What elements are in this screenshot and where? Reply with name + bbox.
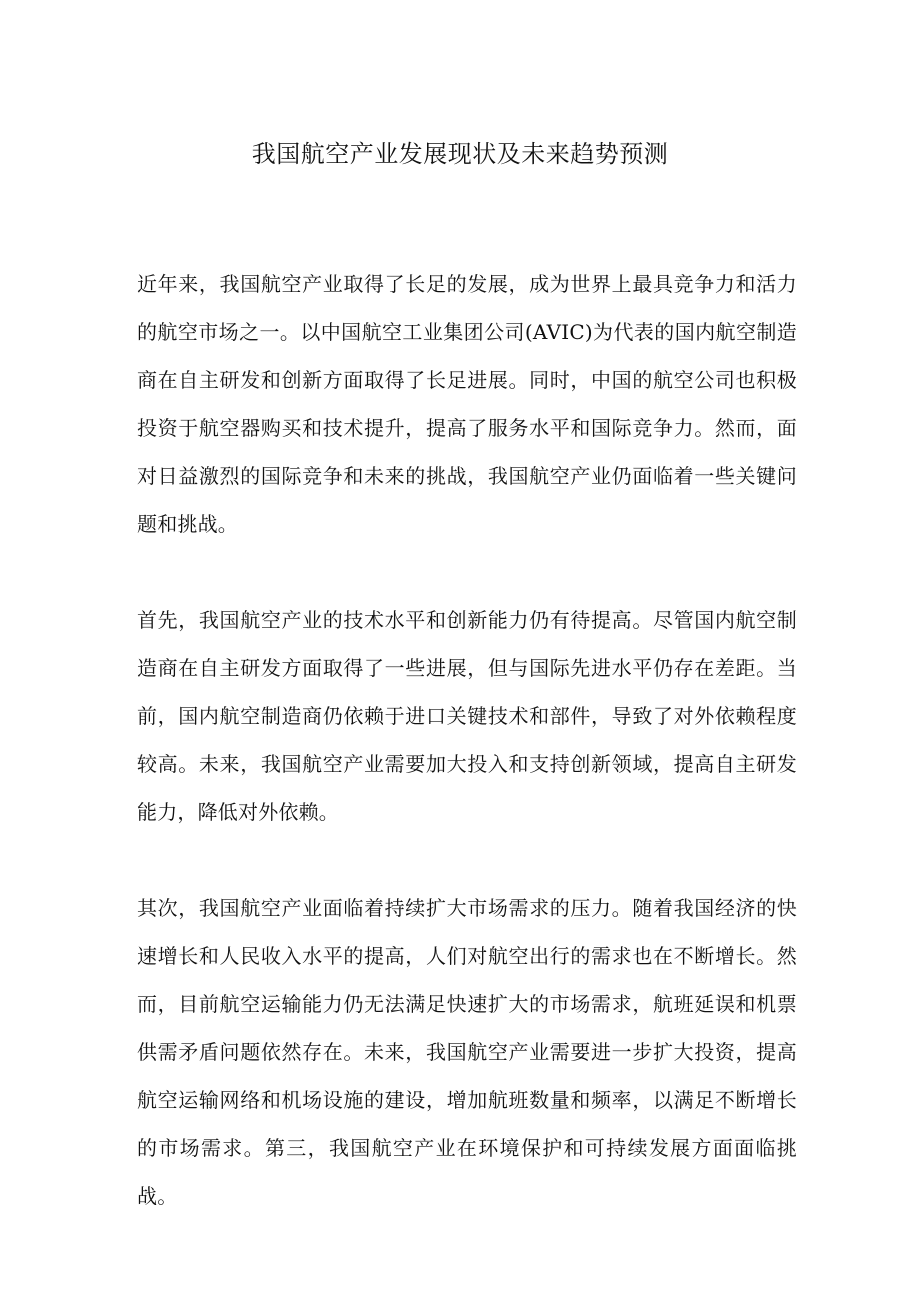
paragraph-intro: 近年来，我国航空产业取得了长足的发展，成为世界上最具竞争力和活力的航空市场之一。以中国航空工业集团公司(AVIC)为代表的国内航空制造商在自主研发和创新方面取得了长足进展。同时，中国的航空公司也积极投资于航空器购买和技术提升，提高了服务水平和国际竞争力。然而，面对日益激烈的国际竞争和未来的挑战，我国航空产业仍面临着一些关键问题和挑战。 xyxy=(137,272,797,536)
paragraph-second-issue: 其次，我国航空产业面临着持续扩大市场需求的压力。随着我国经济的快速增长和人民收入水平的提高，人们对航空出行的需求也在不断增长。然而，目前航空运输能力仍无法满足快速扩大的市场需求，航班延误和机票供需矛盾问题依然存在。未来，我国航空产业需要进一步扩大投资，提高航空运输网络和机场设施的建设，增加航班数量和频率，以满足不断增长的市场需求。第三，我国航空产业在环境保护和可持续发展方面面临挑战。 xyxy=(137,896,797,1208)
document-title: 我国航空产业发展现状及未来趋势预测 xyxy=(251,140,669,169)
paragraph-first-issue: 首先，我国航空产业的技术水平和创新能力仍有待提高。尽管国内航空制造商在自主研发方面取得了一些进展，但与国际先进水平仍存在差距。当前，国内航空制造商仍依赖于进口关键技术和部件，导致了对外依赖程度较高。未来，我国航空产业需要加大投入和支持创新领域，提高自主研发能力，降低对外依赖。 xyxy=(137,608,797,824)
document-body xyxy=(137,260,797,1220)
